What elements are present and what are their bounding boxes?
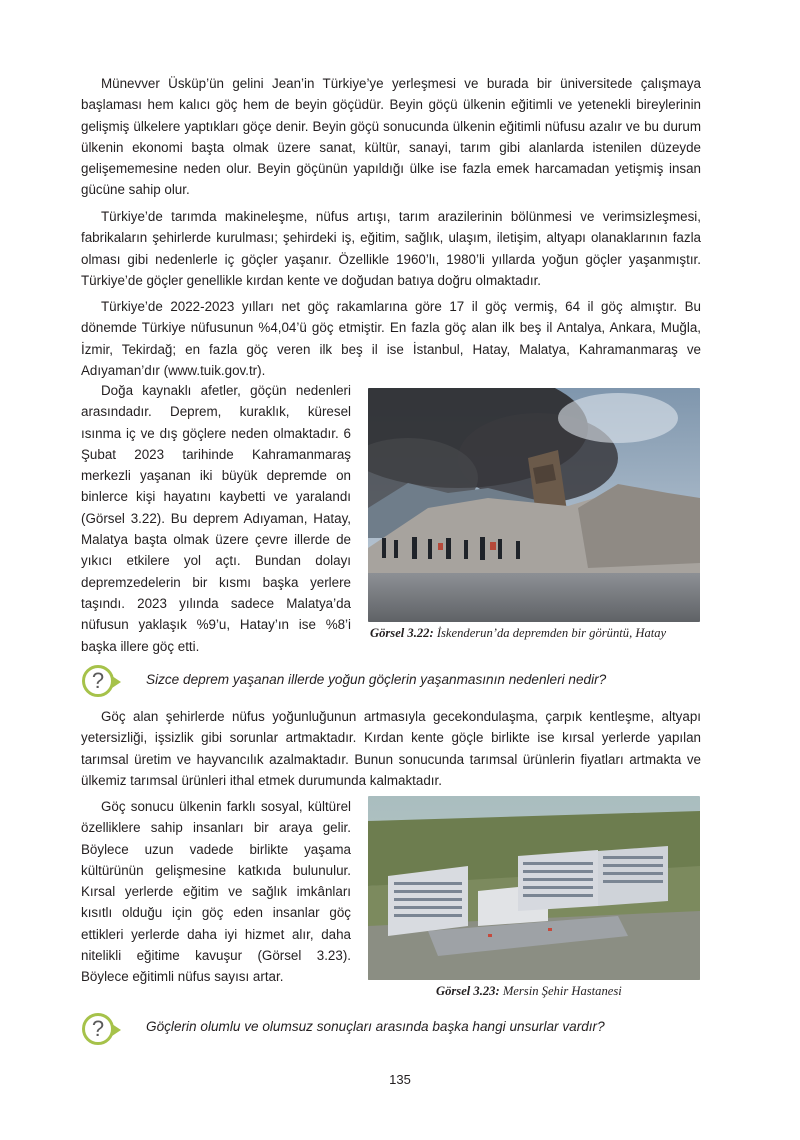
caption-hospital (436, 984, 622, 999)
paragraph-migration-benefits: Göç sonucu ülkenin farklı sosyal, kültürel özelliklere sahip insanları bir araya gelir. Böylece uzun vadede birlikte yaşama kültürünün gelişmesine katkıda bulunulur. Kırsal yerlerde eğitim ve sağlık imkânları kısıtlı olduğu için göç eden insanlar göç ettikleri yerlerde daha iyi hizmet alır, daha nitelikli eğitime kavuşur (Görsel 3.23). Böylece eğitimli nüfus sayısı artar. (81, 799, 351, 985)
caption-earthquake-text: İskenderun’da depremden bir görüntü, Hatay (433, 626, 667, 640)
question-migration-results: Göçlerin olumlu ve olumsuz sonuçları arasında başka hangi unsurlar vardır? (146, 1019, 605, 1034)
page-number: 135 (389, 1072, 411, 1087)
caption-hospital-text: Mersin Şehir Hastanesi (499, 984, 622, 998)
mersin-hospital-image (368, 796, 700, 980)
paragraph-brain-drain: Münevver Üsküp’ün gelini Jean’in Türkiye’ye yerleşmesi ve burada bir üniversitede çalışmaya başlaması hem kalıcı göç hem de beyin göçüdür. Beyin göçü ülkenin eğitimli ve yetenekli bireylerinin gelişmiş ülkelere yaptıkları göçe denir. Beyin göçü sonucunda ülkenin eğitimli nüfusu azalır ve bu durum ülkenin ekonomi başta olmak üzere sanat, kültür, sanayi, tarım gibi alanlarda istenilen düzeyde gelişememesine neden olur. Beyin göçünün yapıldığı ülke ise fazla emek harcamadan yetişmiş insan gücüne sahip olur. (81, 76, 701, 198)
question-mark-glyph: ? (91, 1016, 105, 1041)
earthquake-rubble-image (368, 388, 700, 622)
paragraph-internal-migration: Türkiye’de tarımda makineleşme, nüfus artışı, tarım arazilerinin bölünmesi ve verimsizleşmesi, fabrikaların şehirlerde kurulması; şehirdeki iş, eğitim, sağlık, ulaşım, iletişim, altyapı olanaklarının fazla olması gibi nedenlerle iç göçler yaşanır. Özellikle 1960’lı, 1980’li yıllarda yoğun göçler yaşanmıştır. Türkiye’de göçler genellikle kırdan kente ve doğudan batıya doğru olmaktadır. (81, 209, 701, 288)
paragraph-migration-problems: Göç alan şehirlerde nüfus yoğunluğunun artmasıyla gecekondulaşma, çarpık kentleşme, altyapı yetersizliği, işsizlik gibi sorunlar artmaktadır. Kırdan kente göçle birlikte ise kırsal yerlerde yapılan tarımsal üretim ve hayvancılık azalmaktadır. Bunun sonucunda tarımsal ürünlerin fiyatları artmakta ve ülkemiz tarımsal ürünleri ithal etmek durumunda kalmaktadır. (81, 709, 701, 788)
question-earthquake-migration: Sizce deprem yaşanan illerde yoğun göçlerin yaşanmasının nedenleri nedir? (146, 672, 607, 687)
hospital-photo (368, 796, 700, 980)
paragraph-natural-disasters: Doğa kaynaklı afetler, göçün nedenleri arasındadır. Deprem, kuraklık, küresel ısınma iç ve dış göçlere neden olmaktadır. 6 Şubat 2023 tarihinde Kahramanmaraş merkezli yaşanan iki büyük depremde on binlerce kişi hayatını kaybetti ve yaralandı (Görsel 3.22). Bu deprem Adıyaman, Hatay, Malatya başta olmak üzere çevre illerde de yıkıcı etkilere yol açtı. Bundan dolayı depremzedelerin bir kısmı başka yerlere taşındı. 2023 yılında sadece Malatya’da nüfusun yaklaşık %9’u, Hatay’ın ise %8’i başka illere göç etti. (81, 383, 351, 654)
earthquake-photo (368, 388, 700, 622)
question-icon (82, 665, 114, 697)
question-icon (82, 1013, 114, 1045)
caption-earthquake (370, 626, 666, 641)
question-mark-glyph: ? (91, 668, 105, 693)
caption-earthquake-label: Görsel 3.22: (370, 626, 434, 640)
caption-hospital-label: Görsel 3.23: (436, 984, 500, 998)
paragraph-migration-statistics: Türkiye’de 2022-2023 yılları net göç rakamlarına göre 17 il göç vermiş, 64 il göç almıştır. Bu dönemde Türkiye nüfusunun %4,04’ü göç etmiştir. En fazla göç alan ilk beş il Antalya, Ankara, Muğla, İzmir, Tekirdağ; en fazla göç veren ilk beş il ise İstanbul, Hatay, Malatya, Kahramanmaraş ve Adıyaman’dır (www.tuik.gov.tr). (81, 299, 701, 378)
